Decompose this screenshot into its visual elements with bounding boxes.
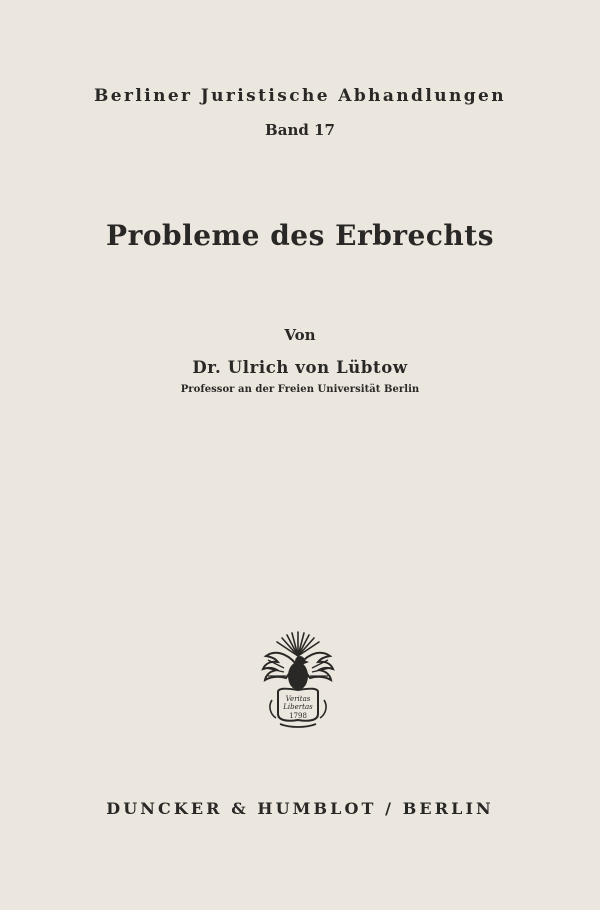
eagle-emblem-icon bbox=[256, 630, 340, 730]
author-affiliation: Professor an der Freien Universität Berlin bbox=[180, 384, 420, 395]
emblem-text-1: Veritas bbox=[285, 695, 311, 703]
emblem-text-3: 1798 bbox=[289, 712, 307, 720]
emblem-text-2: Libertas bbox=[283, 703, 313, 711]
publisher-line: DUNCKER & HUMBLOT / BERLIN bbox=[106, 799, 494, 818]
author-preposition: Von bbox=[284, 326, 316, 344]
book-title: Probleme des Erbrechts bbox=[106, 219, 494, 252]
author-name: Dr. Ulrich von Lübtow bbox=[192, 358, 408, 377]
series-title: Berliner Juristische Abhandlungen bbox=[94, 86, 506, 106]
volume-number: Band 17 bbox=[265, 121, 335, 139]
